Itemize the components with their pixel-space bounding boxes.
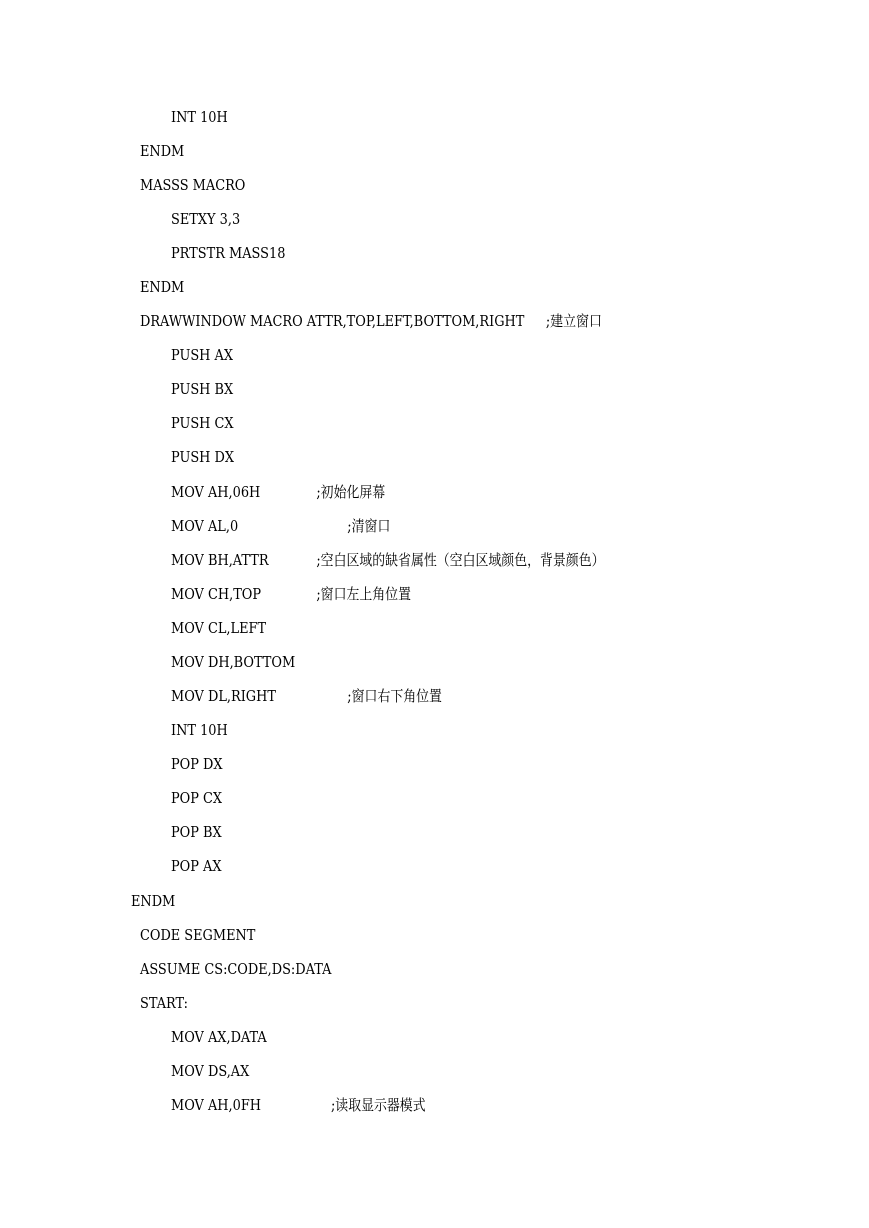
code-line: [171, 720, 228, 740]
code-text: MOV CL,LEFT: [171, 619, 267, 637]
code-line: [171, 482, 386, 502]
code-line: [140, 277, 184, 297]
code-line: [171, 618, 266, 638]
code-text: POP AX: [171, 857, 222, 875]
code-line: [171, 686, 442, 706]
code-line: [171, 550, 605, 570]
code-comment: ;读取显示器模式: [330, 1096, 426, 1114]
code-text: ENDM: [140, 142, 185, 160]
code-text: START:: [140, 994, 189, 1012]
code-text: PUSH BX: [171, 380, 234, 398]
code-text: CODE SEGMENT: [140, 926, 256, 944]
code-text: SETXY 3,3: [171, 210, 241, 228]
code-text: PUSH DX: [171, 448, 235, 466]
code-line: [140, 925, 255, 945]
code-line: [140, 311, 602, 331]
code-line: [171, 1027, 267, 1047]
code-line: [171, 1061, 249, 1081]
code-line: [140, 959, 331, 979]
code-text: MOV DH,BOTTOM: [171, 653, 296, 671]
code-text: MOV CH,TOP: [171, 585, 262, 603]
code-line: [171, 413, 234, 433]
code-line: [171, 788, 222, 808]
code-line: [171, 1095, 426, 1115]
code-text: PRTSTR MASS18: [171, 244, 286, 262]
code-text: MOV AL,0: [171, 517, 239, 535]
code-line: [171, 856, 222, 876]
code-text: MOV AX,DATA: [171, 1028, 267, 1046]
code-line: [140, 141, 184, 161]
code-text: POP CX: [171, 789, 223, 807]
code-text: MOV AH,0FH: [171, 1096, 262, 1114]
code-text: ASSUME CS:CODE,DS:DATA: [140, 960, 332, 978]
code-text: DRAWWINDOW MACRO ATTR,TOP,LEFT,BOTTOM,RIGHT: [140, 312, 525, 330]
code-text: ENDM: [131, 892, 176, 910]
code-comment: ;空白区域的缺省属性（空白区域颜色，背景颜色）: [316, 551, 605, 569]
code-line: [140, 993, 188, 1013]
code-comment: ;初始化屏幕: [316, 483, 386, 501]
code-line: [171, 652, 295, 672]
code-text: POP BX: [171, 823, 222, 841]
code-comment: ;建立窗口: [545, 312, 602, 330]
code-line: [171, 107, 228, 127]
code-comment: ;清窗口: [347, 517, 391, 535]
code-line: [131, 891, 175, 911]
code-line: [171, 516, 391, 536]
code-comment: ;窗口右下角位置: [347, 687, 442, 705]
code-text: POP DX: [171, 755, 223, 773]
code-text: PUSH AX: [171, 346, 234, 364]
code-text: INT 10H: [171, 108, 228, 126]
code-line: [171, 822, 222, 842]
code-text: PUSH CX: [171, 414, 234, 432]
code-text: INT 10H: [171, 721, 228, 739]
code-text: MOV DS,AX: [171, 1062, 250, 1080]
code-line: [171, 345, 233, 365]
code-text: MOV AH,06H: [171, 483, 261, 501]
code-line: [171, 584, 411, 604]
code-line: [171, 754, 223, 774]
code-line: [171, 447, 234, 467]
code-text: MOV DL,RIGHT: [171, 687, 276, 705]
code-text: MOV BH,ATTR: [171, 551, 269, 569]
code-line: [171, 379, 233, 399]
code-text: MASSS MACRO: [140, 176, 246, 194]
code-line: [140, 175, 245, 195]
code-text: ENDM: [140, 278, 185, 296]
code-comment: ;窗口左上角位置: [316, 585, 411, 603]
code-line: [171, 209, 240, 229]
code-line: [171, 243, 285, 263]
